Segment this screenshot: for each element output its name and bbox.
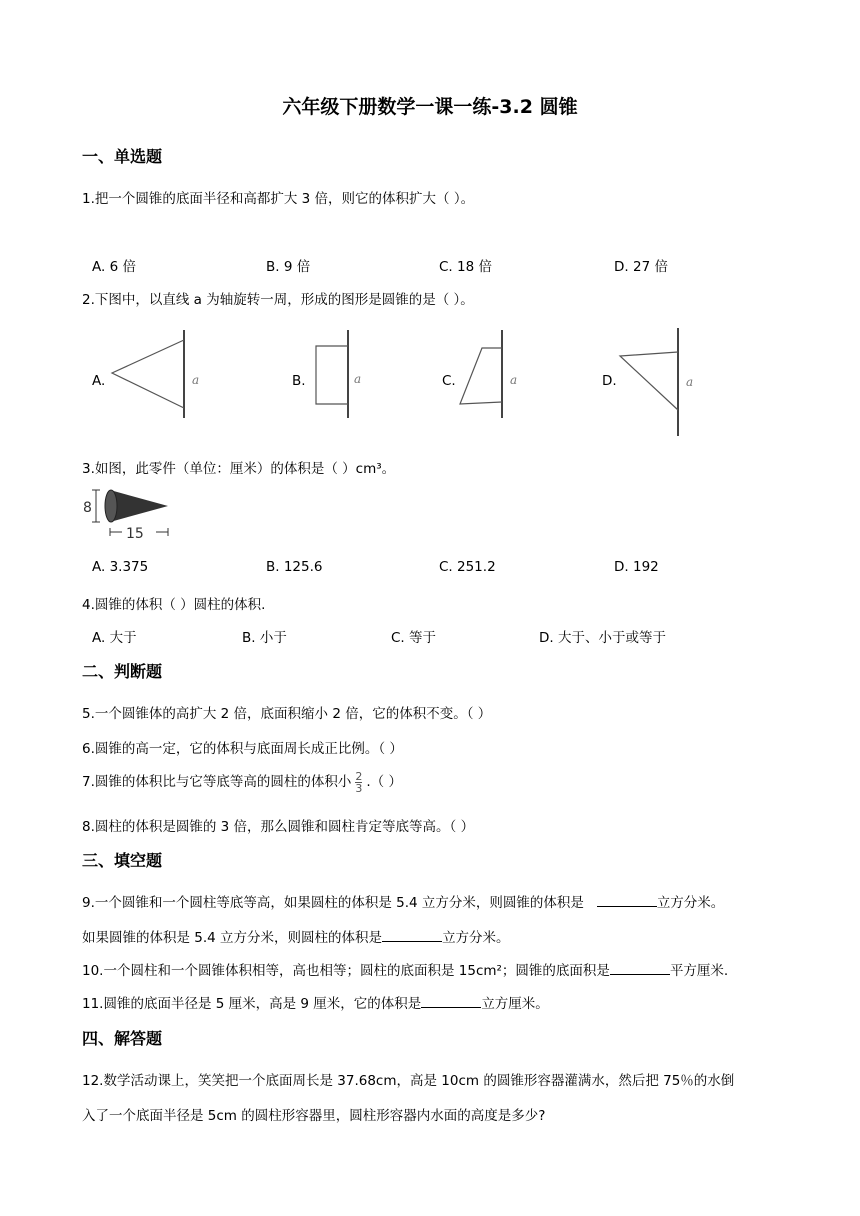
- q3-length-label: 15: [126, 526, 144, 542]
- q2-option-c-label: C.: [442, 373, 456, 389]
- q3-option-d: D. 192: [614, 559, 659, 575]
- q2-figure-d: [616, 326, 706, 438]
- section-heading-judgment: 二、判断题: [82, 662, 163, 681]
- q7-text-after: .（ ）: [366, 774, 402, 790]
- q2-option-a-label: A.: [92, 373, 106, 389]
- q9-line1-unit: 立方分米。: [656, 895, 725, 911]
- q9-line2-unit: 立方分米。: [442, 930, 510, 946]
- q2-axis-label-d: a: [686, 375, 694, 389]
- q3-height-label: 8: [83, 500, 92, 516]
- page-title: 六年级下册数学一课一练-3.2 圆锥: [282, 96, 578, 118]
- q10-unit: 平方厘米.: [669, 963, 729, 979]
- q11-unit: 立方厘米。: [481, 996, 549, 1012]
- question-4: 4.圆锥的体积（ ）圆柱的体积.: [82, 597, 266, 613]
- question-8: 8.圆柱的体积是圆锥的 3 倍，那么圆锥和圆柱肯定等底等高。（ ）: [82, 819, 475, 835]
- q9-blank-2[interactable]: [382, 929, 442, 942]
- question-7: [82, 770, 402, 794]
- q11-blank[interactable]: [421, 995, 481, 1008]
- q4-option-a: A. 大于: [92, 630, 137, 646]
- q7-fraction-denominator: 3: [355, 781, 363, 795]
- q1-option-d: D. 27 倍: [614, 259, 668, 275]
- section-heading-fill-blank: 三、填空题: [82, 851, 163, 870]
- q9-line2-text: 如果圆锥的体积是 5.4 立方分米，则圆柱的体积是: [82, 930, 383, 946]
- q7-text-before: 7.圆锥的体积比与它等底等高的圆柱的体积小: [82, 774, 352, 790]
- question-2: 2.下图中，以直线 a 为轴旋转一周，形成的图形是圆锥的是（ ）。: [82, 292, 474, 308]
- q2-figure-c: [456, 328, 532, 420]
- q3-option-c: C. 251.2: [439, 559, 496, 575]
- question-1: 1.把一个圆锥的底面半径和高都扩大 3 倍，则它的体积扩大（ ）。: [82, 191, 475, 207]
- question-10: [82, 959, 728, 979]
- q1-option-c: C. 18 倍: [439, 259, 492, 275]
- question-9-line-2: [82, 926, 510, 946]
- q2-axis-label-a: a: [192, 373, 200, 387]
- q2-axis-label-b: a: [354, 372, 362, 386]
- q7-fraction: [355, 771, 362, 794]
- section-heading-solve: 四、解答题: [82, 1029, 163, 1048]
- question-9-line-1: [82, 891, 724, 911]
- q2-option-b-label: B.: [292, 373, 306, 389]
- q4-option-c: C. 等于: [391, 630, 437, 646]
- question-11: [82, 992, 549, 1012]
- q1-option-b: B. 9 倍: [266, 259, 311, 275]
- question-5: 5.一个圆锥体的高扩大 2 倍，底面积缩小 2 倍，它的体积不变。（ ）: [82, 706, 492, 722]
- question-12-line-1: 12.数学活动课上，笑笑把一个底面周长是 37.68cm，高是 10cm 的圆锥形容器灌满水，然后把 75％的水倒: [82, 1073, 735, 1089]
- q11-text: 11.圆锥的底面半径是 5 厘米，高是 9 厘米，它的体积是: [82, 996, 422, 1012]
- q10-blank[interactable]: [610, 962, 670, 975]
- q3-option-b: B. 125.6: [266, 559, 323, 575]
- q2-axis-label-c: a: [510, 373, 518, 387]
- q9-blank-1[interactable]: [597, 894, 657, 907]
- q10-text: 10.一个圆柱和一个圆锥体积相等，高也相等；圆柱的底面积是 15cm²；圆锥的底面积是: [82, 963, 610, 979]
- q3-option-a: A. 3.375: [92, 559, 149, 575]
- q3-cone-figure: [82, 484, 178, 540]
- q1-option-a: A. 6 倍: [92, 259, 136, 275]
- question-12-line-2: 入了一个底面半径是 5cm 的圆柱形容器里，圆柱形容器内水面的高度是多少?: [82, 1108, 546, 1124]
- q9-line1-text: 9.一个圆锥和一个圆柱等底等高，如果圆柱的体积是 5.4 立方分米，则圆锥的体积是: [82, 895, 584, 911]
- q4-option-b: B. 小于: [242, 630, 287, 646]
- q2-figure-b: [306, 328, 376, 420]
- question-6: 6.圆锥的高一定，它的体积与底面周长成正比例。（ ）: [82, 741, 403, 757]
- q2-option-d-label: D.: [602, 373, 617, 389]
- question-3: 3.如图，此零件（单位：厘米）的体积是（ ）cm³。: [82, 461, 396, 477]
- section-heading-single-choice: 一、单选题: [82, 147, 163, 166]
- q7-fraction-numerator: 2: [355, 769, 363, 783]
- q4-option-d: D. 大于、小于或等于: [539, 630, 666, 646]
- q2-figure-a: [108, 328, 198, 420]
